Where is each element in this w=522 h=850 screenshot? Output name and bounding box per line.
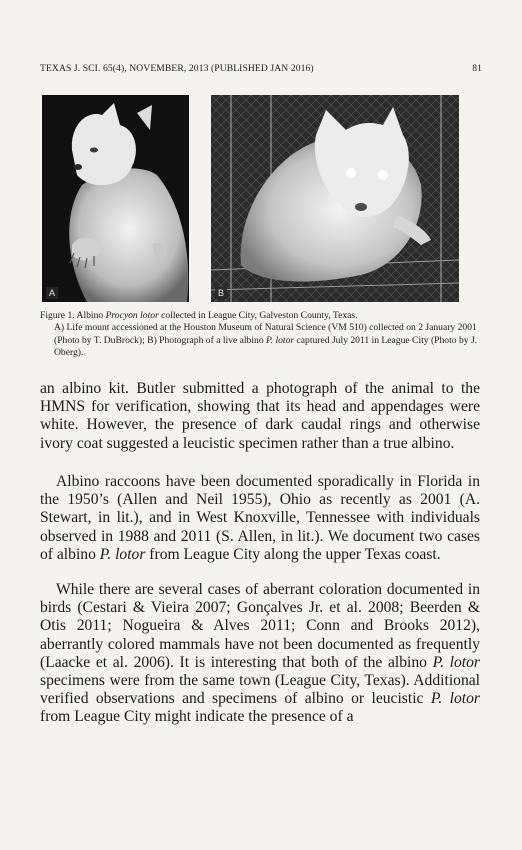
caption-species-lotor: lotor bbox=[275, 334, 295, 346]
albino-raccoon-cage-image bbox=[211, 95, 459, 302]
figure-caption bbox=[40, 310, 480, 359]
running-title: TEXAS J. SCI. 65(4), NOVEMBER, 2013 (PUBLISHED JAN 2016) bbox=[40, 63, 314, 74]
figure-photo-b bbox=[211, 95, 459, 302]
paragraph-1 bbox=[40, 380, 480, 453]
paragraph-3-pre: While there are several cases of aberrant coloration documented in birds (Cestari & Vieira 2007; Gonçalves Jr. et al. 2008; Beerden & Otis 2011; Nogueira & Alves 2011; Conn and Brooks 2012), aberrantly colored mammals have not been documented as frequently (Laacke et al. 2006). It is interesting that both of the albino bbox=[40, 581, 480, 671]
paragraph-3-mid: specimens were from the same town (League City, Texas). Additional verified observations and specimens of albino or leucistic bbox=[40, 672, 480, 708]
caption-species: Procyon lotor bbox=[105, 310, 159, 321]
paragraph-2-pre: Albino raccoons have been documented sporadically in Florida in the 1950’s (Allen and Neil 1955), Ohio as recently as 2001 (A. Stewart, in lit.), and in West Knoxville, Tennessee with individuals observed in 1988 and 2011 (S. Allen, in lit.). We document two cases of albino bbox=[40, 473, 480, 563]
caption-rest-post: captured July 2011 in League City (Photo by J. Oberg). bbox=[54, 334, 478, 358]
paragraph-3-species-2: P. lotor bbox=[430, 690, 480, 708]
paragraph-1-text: an albino kit. Butler submitted a photograph of the animal to the HMNS for verification, showing that its head and appendages were white. However, the presence of dark caudal rings and otherwise ivory coat suggested a leucistic specimen rather than a true albino. bbox=[40, 380, 480, 452]
albino-raccoon-mount-image bbox=[42, 95, 189, 302]
caption-line1-pre: Figure 1. Albino bbox=[40, 310, 106, 321]
page-number: 81 bbox=[472, 63, 482, 74]
paragraph-2 bbox=[40, 473, 480, 564]
paragraph-2-species: P. lotor bbox=[99, 545, 146, 563]
figure-photo-a bbox=[42, 95, 189, 302]
running-header bbox=[40, 63, 482, 74]
caption-species-p: P. bbox=[266, 334, 274, 346]
paragraph-2-post: from League City along the upper Texas coast. bbox=[145, 545, 441, 563]
panel-b-label: B bbox=[215, 287, 227, 299]
caption-details bbox=[40, 322, 480, 359]
caption-line1-post: collected in League City, Galveston County, Texas. bbox=[158, 310, 358, 321]
paragraph-3-post: from League City might indicate the presence of a bbox=[40, 708, 354, 726]
panel-a-label: A bbox=[46, 287, 58, 299]
paragraph-3 bbox=[40, 581, 480, 727]
paragraph-3-species-1: P. lotor bbox=[432, 653, 481, 671]
caption-rest-pre: A) Life mount accessioned at the Houston Museum of Natural Science (VM 510) collected on 2 January 2001 (Photo by T. DuBrock); B) Photograph of a live albino bbox=[54, 322, 477, 346]
